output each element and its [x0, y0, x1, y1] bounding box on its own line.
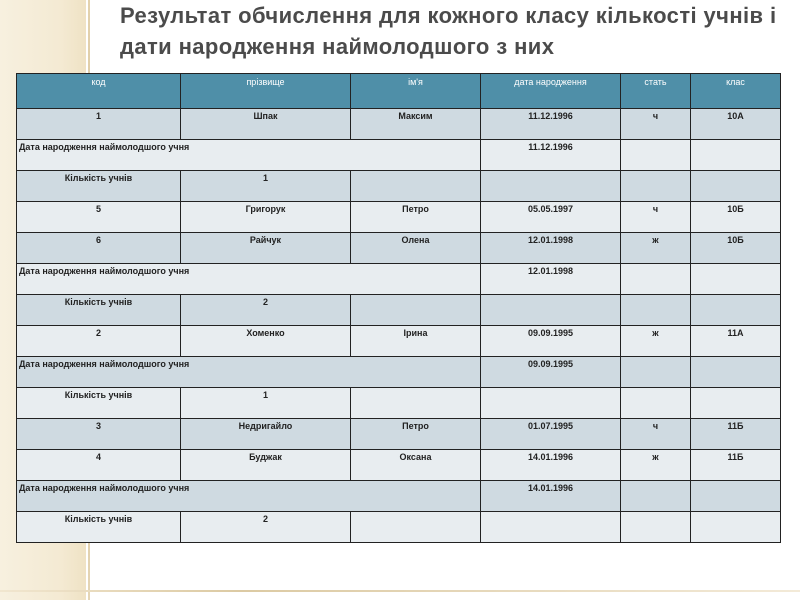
cell-code: 1 [17, 109, 181, 140]
student-count-label: Кількість учнів [17, 295, 181, 326]
summary-count-row [17, 295, 781, 326]
student-count-value: 2 [181, 512, 351, 543]
table-row [17, 233, 781, 264]
student-count-label: Кількість учнів [17, 171, 181, 202]
cell-name: Ірина [351, 326, 481, 357]
cell-class: 11А [691, 326, 781, 357]
student-count-value: 2 [181, 295, 351, 326]
cell-class: 11Б [691, 419, 781, 450]
empty-cell [621, 264, 691, 295]
empty-cell [481, 512, 621, 543]
youngest-birthdate-label: Дата народження наймолодшого учня [17, 357, 481, 388]
empty-cell [481, 171, 621, 202]
empty-cell [621, 171, 691, 202]
summary-youngest-row [17, 481, 781, 512]
empty-cell [481, 388, 621, 419]
empty-cell [621, 512, 691, 543]
column-header-class: клас [691, 74, 781, 109]
cell-surname: Райчук [181, 233, 351, 264]
student-count-label: Кількість учнів [17, 512, 181, 543]
empty-cell [621, 140, 691, 171]
slide-title: Результат обчислення для кожного класу кількості учнів і дати народження наймолодшого з них [120, 3, 777, 59]
empty-cell [691, 481, 781, 512]
empty-cell [691, 357, 781, 388]
empty-cell [481, 295, 621, 326]
youngest-birthdate-value: 12.01.1998 [481, 264, 621, 295]
youngest-birthdate-value: 11.12.1996 [481, 140, 621, 171]
empty-cell [351, 295, 481, 326]
results-table [16, 73, 781, 543]
cell-gender: ж [621, 450, 691, 481]
cell-gender: ч [621, 202, 691, 233]
cell-class: 10Б [691, 202, 781, 233]
cell-surname: Хоменко [181, 326, 351, 357]
summary-youngest-row [17, 140, 781, 171]
results-table-wrapper [16, 73, 781, 543]
cell-birthdate: 11.12.1996 [481, 109, 621, 140]
cell-code: 3 [17, 419, 181, 450]
table-row [17, 419, 781, 450]
cell-name: Олена [351, 233, 481, 264]
column-header-code: код [17, 74, 181, 109]
table-header [17, 74, 781, 109]
cell-birthdate: 14.01.1996 [481, 450, 621, 481]
empty-cell [691, 512, 781, 543]
table-header-row [17, 74, 781, 109]
cell-birthdate: 12.01.1998 [481, 233, 621, 264]
slide-frame-horizontal-line [0, 590, 800, 592]
cell-surname: Буджак [181, 450, 351, 481]
youngest-birthdate-value: 09.09.1995 [481, 357, 621, 388]
table-row [17, 450, 781, 481]
table-body [17, 109, 781, 543]
cell-gender: ч [621, 109, 691, 140]
cell-gender: ж [621, 326, 691, 357]
cell-surname: Шпак [181, 109, 351, 140]
cell-name: Петро [351, 419, 481, 450]
cell-birthdate: 09.09.1995 [481, 326, 621, 357]
empty-cell [691, 388, 781, 419]
empty-cell [621, 295, 691, 326]
empty-cell [351, 388, 481, 419]
student-count-label: Кількість учнів [17, 388, 181, 419]
empty-cell [691, 264, 781, 295]
empty-cell [621, 357, 691, 388]
cell-birthdate: 01.07.1995 [481, 419, 621, 450]
cell-gender: ж [621, 233, 691, 264]
cell-code: 6 [17, 233, 181, 264]
youngest-birthdate-label: Дата народження наймолодшого учня [17, 264, 481, 295]
cell-surname: Недригайло [181, 419, 351, 450]
column-header-birthdate: дата народження [481, 74, 621, 109]
student-count-value: 1 [181, 388, 351, 419]
empty-cell [621, 388, 691, 419]
empty-cell [621, 481, 691, 512]
cell-surname: Григорук [181, 202, 351, 233]
column-header-gender: стать [621, 74, 691, 109]
empty-cell [351, 171, 481, 202]
cell-birthdate: 05.05.1997 [481, 202, 621, 233]
empty-cell [691, 171, 781, 202]
summary-youngest-row [17, 357, 781, 388]
cell-gender: ч [621, 419, 691, 450]
cell-code: 4 [17, 450, 181, 481]
empty-cell [691, 140, 781, 171]
column-header-name: ім'я [351, 74, 481, 109]
summary-count-row [17, 388, 781, 419]
table-row [17, 326, 781, 357]
cell-name: Оксана [351, 450, 481, 481]
cell-class: 11Б [691, 450, 781, 481]
summary-youngest-row [17, 264, 781, 295]
cell-class: 10А [691, 109, 781, 140]
cell-name: Петро [351, 202, 481, 233]
column-header-surname: прізвище [181, 74, 351, 109]
cell-name: Максим [351, 109, 481, 140]
summary-count-row [17, 512, 781, 543]
cell-code: 5 [17, 202, 181, 233]
summary-count-row [17, 171, 781, 202]
table-row [17, 109, 781, 140]
table-row [17, 202, 781, 233]
youngest-birthdate-label: Дата народження наймолодшого учня [17, 140, 481, 171]
empty-cell [351, 512, 481, 543]
student-count-value: 1 [181, 171, 351, 202]
cell-code: 2 [17, 326, 181, 357]
youngest-birthdate-label: Дата народження наймолодшого учня [17, 481, 481, 512]
cell-class: 10Б [691, 233, 781, 264]
youngest-birthdate-value: 14.01.1996 [481, 481, 621, 512]
empty-cell [691, 295, 781, 326]
